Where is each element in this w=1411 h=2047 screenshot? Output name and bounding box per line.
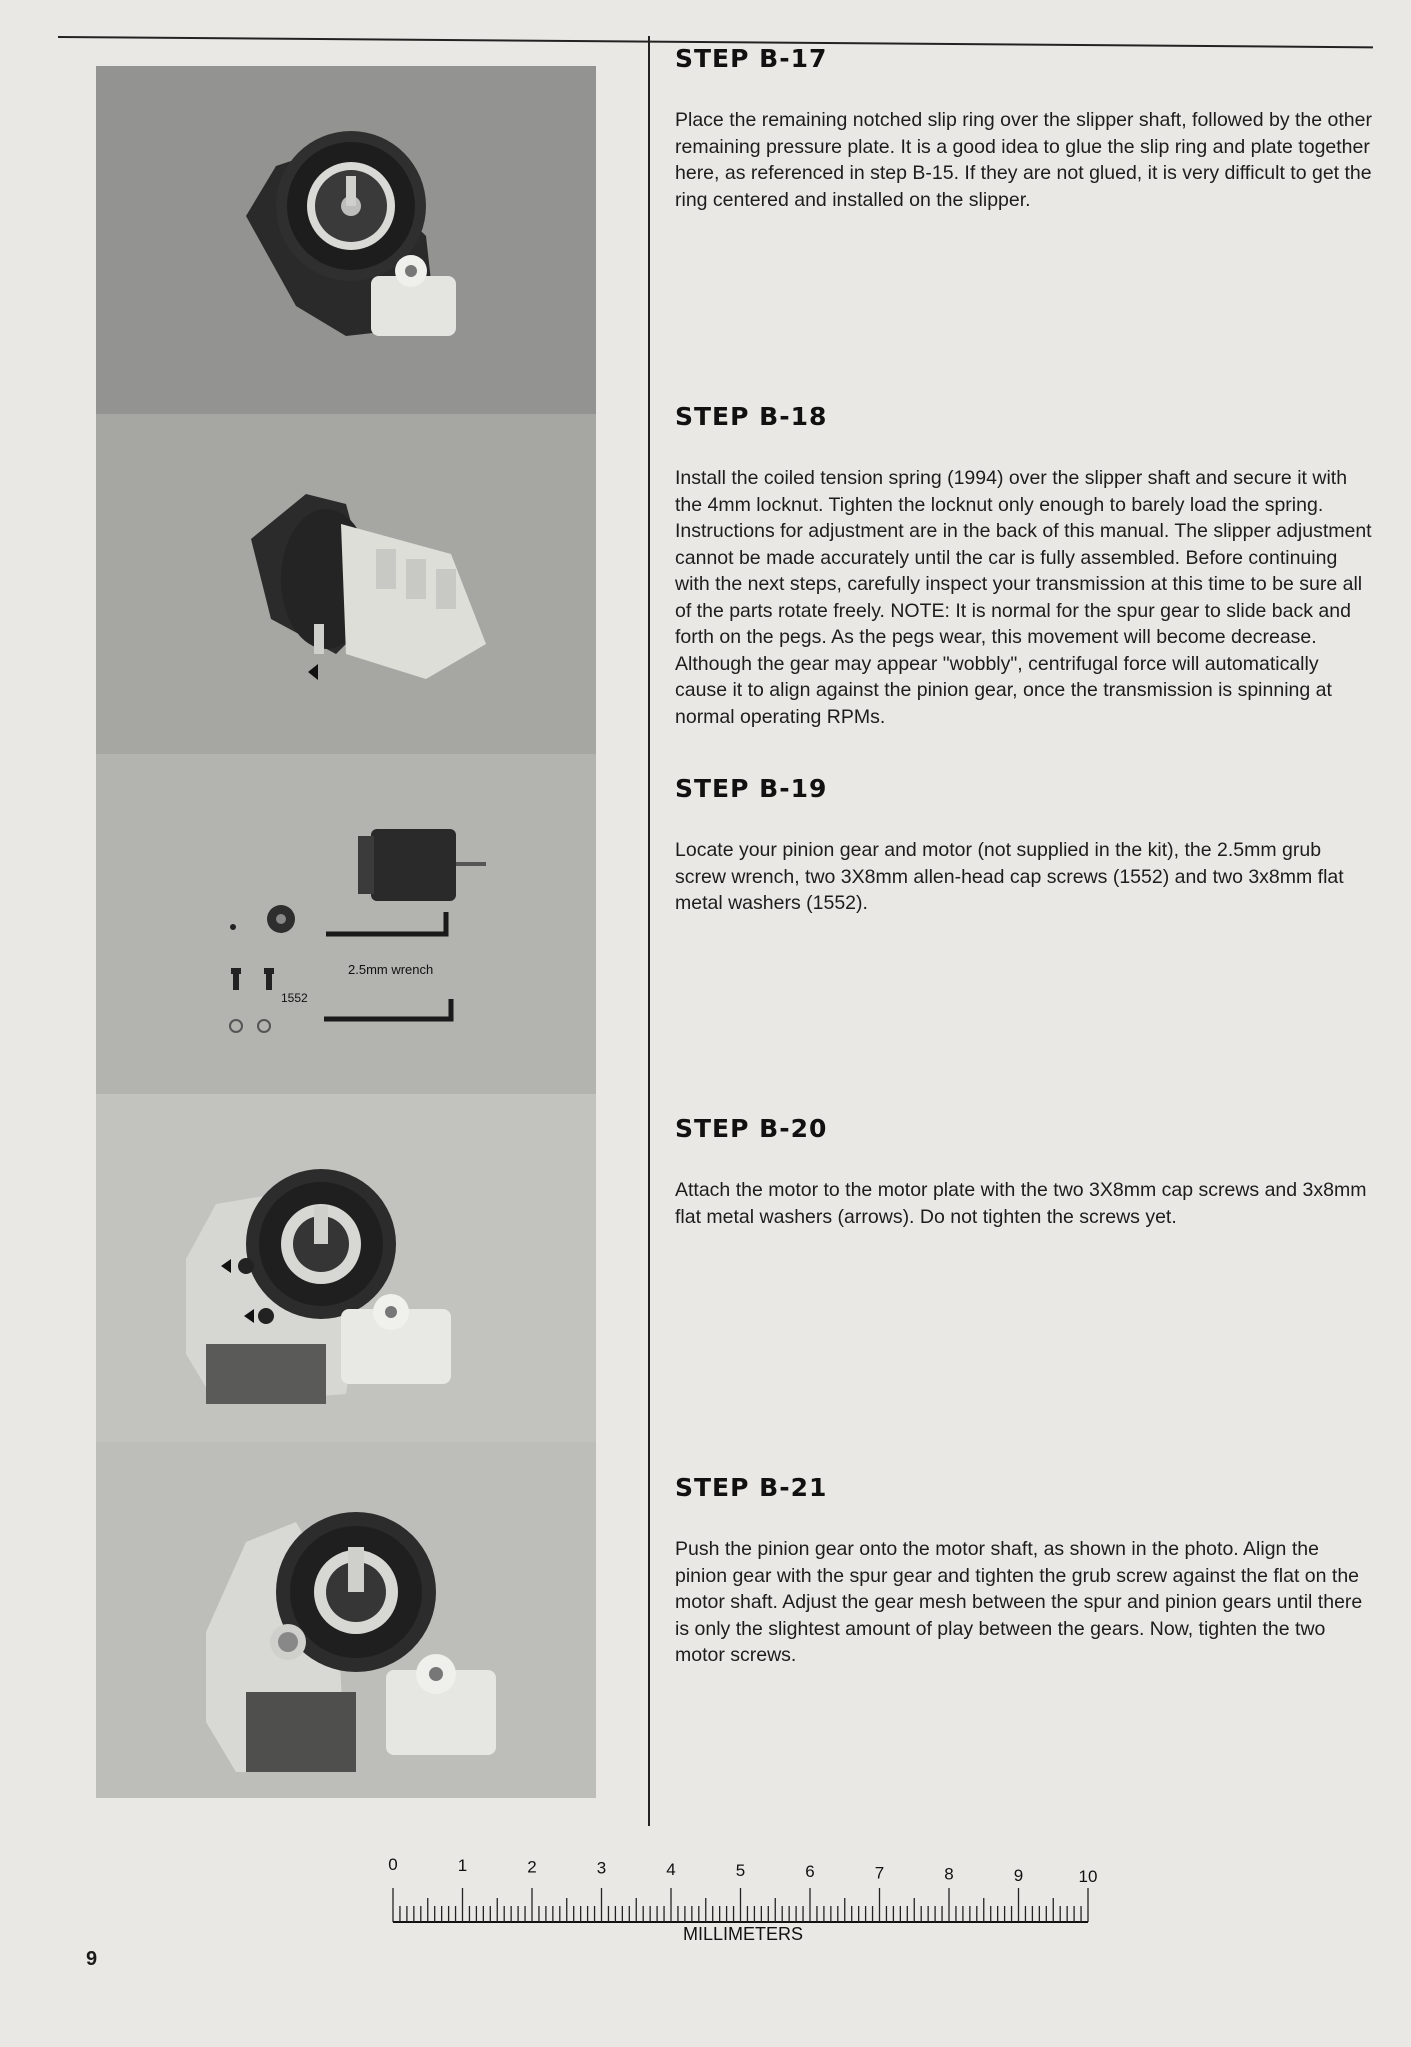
ruler-label: MILLIMETERS (682, 1924, 804, 1942)
ruler-number: 2 (527, 1857, 537, 1877)
ruler-numbers (388, 1855, 1097, 1886)
photo-step-b17 (96, 66, 596, 414)
step-b17 (675, 44, 1375, 213)
ruler-ticks (393, 1888, 1088, 1922)
step-b20 (675, 1114, 1375, 1230)
part-number-label: 1552 (281, 991, 308, 1005)
ruler-number: 10 (1078, 1867, 1098, 1886)
photo-step-b21 (96, 1442, 596, 1798)
step-title: STEP B-20 (675, 1114, 828, 1143)
step-title: STEP B-18 (675, 402, 828, 431)
millimeter-ruler (388, 1852, 1098, 1942)
photo-column (96, 66, 596, 1798)
step-text: Install the coiled tension spring (1994) over the slipper shaft and secure it with the 4mm locknut. Tighten the locknut only enough to barely load the spring. Instructions for adjustment are in the back of this manual. The slipper adjustment cannot be made accurately until the car is fully assembled. Before continuing with the next steps, carefully inspect your transmission at this time to be sure all of the parts rotate freely. NOTE: It is normal for the spur gear to slide back and forth on the pegs. As the pegs wear, this movement will become decrease. Although the gear may appear "wobbly", centrifugal force will automatically cause it to align against the pinion gear, once the transmission is spinning at normal operating RPMs. (675, 467, 1372, 728)
step-b18 (675, 402, 1375, 730)
step-text: Locate your pinion gear and motor (not supplied in the kit), the 2.5mm grub screw wrench, two 3X8mm allen-head cap screws (1552) and two 3x8mm flat metal washers (1552). (675, 839, 1344, 914)
ruler-number: 4 (666, 1859, 676, 1879)
ruler-number: 6 (805, 1862, 815, 1882)
ruler-number: 1 (457, 1856, 468, 1876)
photo-step-b19 (96, 754, 596, 1094)
step-title: STEP B-21 (675, 1473, 828, 1502)
photo-step-b20 (96, 1094, 596, 1442)
ruler-number: 9 (1013, 1865, 1024, 1885)
photo-step-b18 (96, 414, 596, 754)
step-title: STEP B-17 (675, 44, 828, 73)
step-text: Place the remaining notched slip ring over the slipper shaft, followed by the other remaining pressure plate. It is a good idea to glue the slip ring and plate together here, as referenced in step B-15. If they are not glued, it is very difficult to get the ring centered and installed on the slipper. (675, 109, 1372, 211)
step-b19 (675, 774, 1375, 917)
step-text: Push the pinion gear onto the motor shaft, as shown in the photo. Align the pinion gear with the spur gear and tighten the grub screw against the flat on the motor shaft. Adjust the gear mesh between the spur and pinion gears until there is only the slightest amount of play between the gears. Now, tighten the two motor screws. (675, 1538, 1363, 1666)
ruler-number: 5 (735, 1861, 746, 1880)
step-text: Attach the motor to the motor plate with the two 3X8mm cap screws and 3x8mm flat metal washers (arrows). Do not tighten the screws yet. (675, 1179, 1367, 1228)
ruler-number: 8 (944, 1864, 954, 1884)
wrench-label: 2.5mm wrench (348, 962, 434, 977)
column-divider (648, 36, 650, 1826)
page-number: 9 (86, 1948, 98, 1970)
step-b21 (675, 1473, 1375, 1669)
ruler-number: 7 (874, 1863, 885, 1883)
ruler-number: 0 (388, 1855, 398, 1874)
step-title: STEP B-19 (675, 774, 828, 803)
ruler-number: 3 (596, 1858, 607, 1878)
